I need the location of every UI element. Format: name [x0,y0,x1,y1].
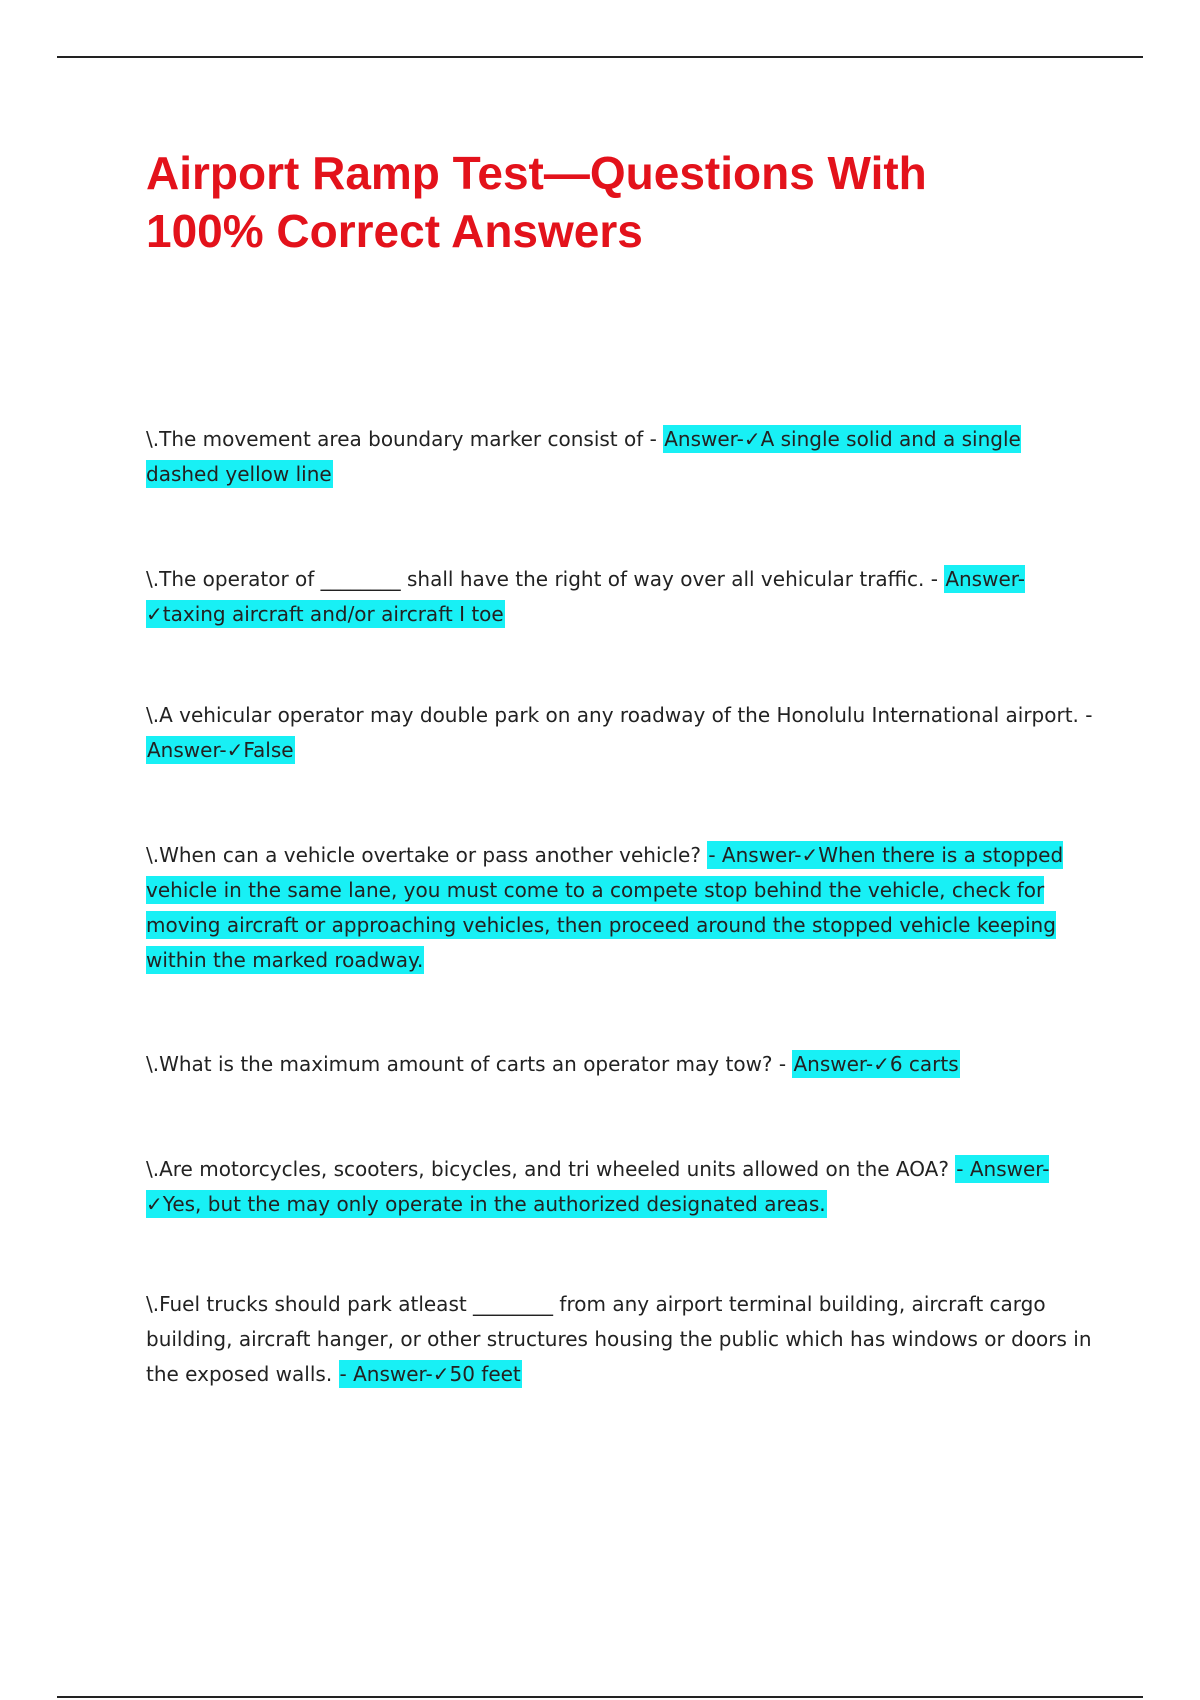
bottom-rule [57,1696,1143,1698]
answer-highlight: Answer-✓A single solid and a single dashed yellow line [146,427,1021,486]
answer-highlight: Answer-✓6 carts [793,1052,959,1076]
qa-item [146,1287,1096,1392]
question-text: \.Fuel trucks should park atleast ________ from any airport terminal building, aircraft cargo building, aircraft hanger, or other structures housing the public which has windows or doors in the exposed walls. [146,1292,1092,1386]
qa-item [146,838,1096,978]
question-text: \.Are motorcycles, scooters, bicycles, and tri wheeled units allowed on the AOA? [146,1157,956,1181]
answer-highlight: - Answer-✓When there is a stopped vehicle in the same lane, you must come to a compete stop behind the vehicle, check for moving aircraft or approaching vehicles, then proceed around the stopped vehicle keeping within the marked roadway. [146,843,1064,972]
answer-highlight: - Answer-✓50 feet [339,1362,521,1386]
answer-highlight: - Answer-✓Yes, but the may only operate in the authorized designated areas. [146,1157,1050,1216]
question-text: \.The movement area boundary marker consist of - [146,427,664,451]
question-text: \.What is the maximum amount of carts an operator may tow? - [146,1052,793,1076]
qa-item [146,698,1096,768]
answer-highlight: Answer-✓False [147,738,294,762]
top-rule [57,56,1143,58]
answer-highlight: Answer-✓taxing aircraft and/or aircraft I toe [146,567,1025,626]
document-title: Airport Ramp Test—Questions With 100% Correct Answers [146,147,927,257]
qa-item [146,1047,1096,1082]
question-text: \.When can a vehicle overtake or pass another vehicle? [146,843,708,867]
qa-item [146,422,1096,492]
qa-item [146,562,1096,632]
question-text: \.A vehicular operator may double park on any roadway of the Honolulu International airport. - [146,703,1093,727]
question-text: \.The operator of ________ shall have the right of way over all vehicular traffic. - [146,567,945,591]
qa-item [146,1152,1096,1222]
